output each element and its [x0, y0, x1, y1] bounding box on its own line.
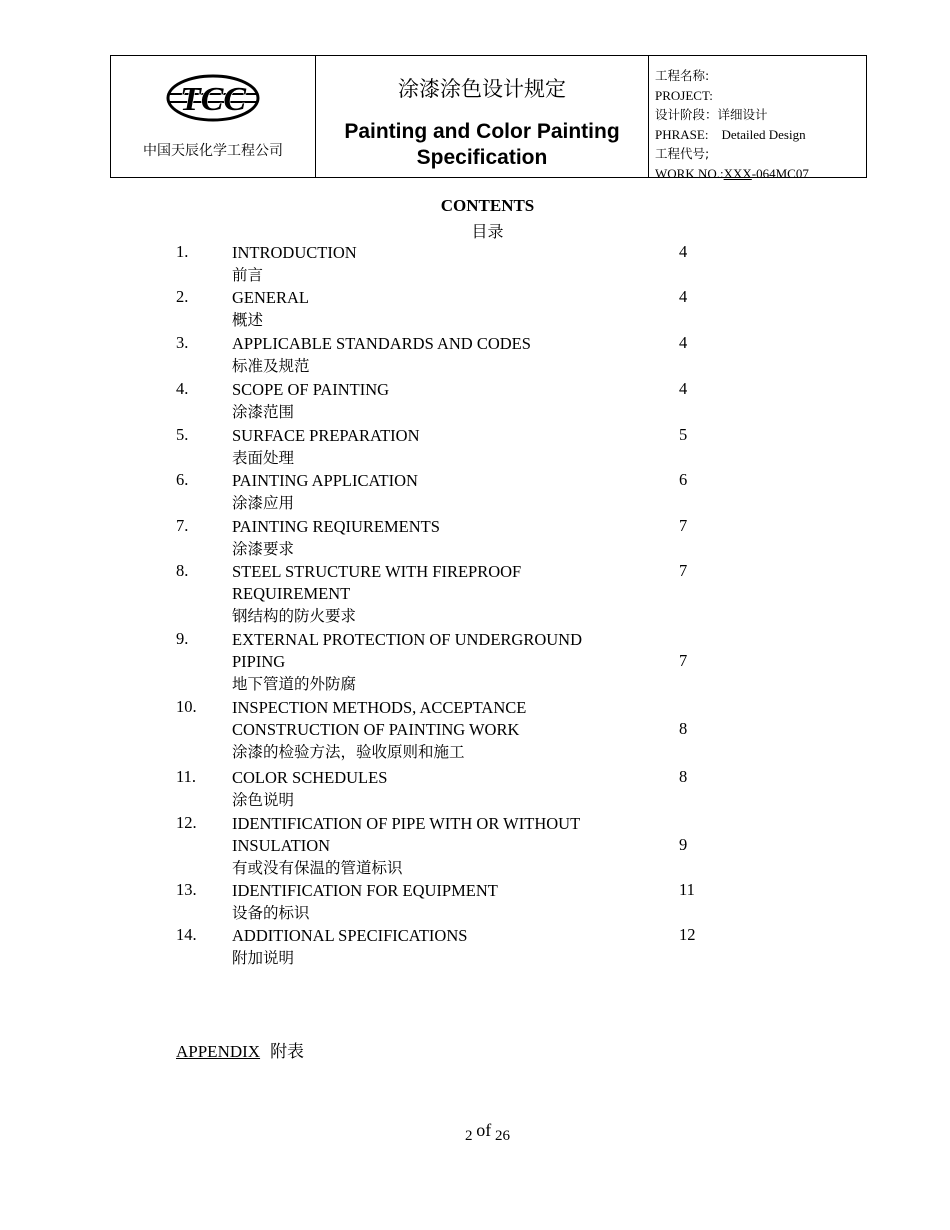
appendix-label-cn: 附表 [270, 1042, 305, 1062]
toc-entry-title-cn: 涂漆的检验方法，验收原则和施工 [232, 743, 465, 761]
project-label: PROJECT: [655, 87, 713, 103]
toc-entry-title-line: INSPECTION METHODS, ACCEPTANCE [232, 698, 527, 717]
toc-entry-page: 6 [679, 470, 688, 489]
appendix [176, 1037, 304, 1062]
toc-entry-title-line: COLOR SCHEDULES [232, 768, 388, 787]
toc-entry-text [232, 287, 652, 332]
toc-entry-title-line: IDENTIFICATION FOR EQUIPMENT [232, 881, 498, 900]
toc-entry-number: 10. [176, 697, 197, 716]
toc-entry-page: 4 [679, 333, 688, 352]
toc-entry-number: 1. [176, 242, 189, 261]
toc-entry-title-line: APPLICABLE STANDARDS AND CODES [232, 334, 531, 353]
company-name: 中国天辰化学工程公司 [143, 143, 283, 159]
toc-entry-title-cn: 标准及规范 [232, 357, 310, 375]
page-total: 26 [495, 1128, 510, 1144]
toc-entry-title-line: SURFACE PREPARATION [232, 426, 420, 445]
toc-entry-text [232, 767, 652, 812]
page-footer [0, 1120, 950, 1145]
toc-entry-page: 7 [679, 651, 688, 670]
workno-suffix: -064MC07 [751, 165, 809, 181]
appendix-label: APPENDIX [176, 1042, 261, 1061]
toc-entry-page: 7 [679, 516, 688, 535]
phase-cn: 设计阶段：详细设计 [655, 107, 768, 122]
toc-entry-title-cn: 涂漆要求 [232, 540, 295, 558]
toc-entry-title-line: STEEL STRUCTURE WITH FIREPROOF [232, 562, 522, 581]
toc-entry-title-cn: 地下管道的外防腐 [232, 675, 357, 693]
toc-entry-number: 3. [176, 333, 189, 352]
toc-entry-number: 12. [176, 813, 197, 832]
toc-entry-page: 8 [679, 767, 688, 786]
toc-entry-title-line: IDENTIFICATION OF PIPE WITH OR WITHOUT [232, 814, 581, 833]
toc-entry-title-cn: 设备的标识 [232, 904, 310, 922]
toc-entry-title-line: ADDITIONAL SPECIFICATIONS [232, 926, 468, 945]
toc-entry-title-line: INTRODUCTION [232, 243, 357, 262]
page-number: 2 [465, 1128, 473, 1144]
toc-entry-title-cn: 涂漆应用 [232, 494, 295, 512]
toc-entry-page: 7 [679, 561, 688, 580]
toc-entry-title-line: GENERAL [232, 288, 309, 307]
contents-title-cn: 目录 [471, 222, 504, 241]
toc-entry-title-line: REQUIREMENT [232, 584, 351, 603]
toc-entry-title-line: PIPING [232, 652, 286, 671]
page-of: of [476, 1120, 492, 1140]
toc-entry-text [232, 813, 652, 880]
toc-entry-page: 11 [679, 880, 695, 899]
title-english-line2: Specification [416, 146, 548, 169]
contents-title: CONTENTS [440, 196, 535, 215]
toc-entry-title-line: PAINTING APPLICATION [232, 471, 418, 490]
toc-entry-title-cn: 钢结构的防火要求 [232, 607, 357, 625]
toc-entry-title-line: CONSTRUCTION OF PAINTING WORK [232, 720, 520, 739]
project-name-cn: 工程名称: [655, 68, 710, 83]
toc-entry-page: 4 [679, 242, 688, 261]
toc-entry-title-cn: 表面处理 [232, 449, 295, 467]
toc-entry-number: 4. [176, 379, 189, 398]
toc-entry-title-line: SCOPE OF PAINTING [232, 380, 390, 399]
toc-entry-text [232, 925, 652, 970]
toc-entry-text [232, 697, 652, 764]
toc-entry-text [232, 425, 652, 470]
toc-entry-title-line: INSULATION [232, 836, 331, 855]
phase-value: Detailed Design [721, 126, 806, 142]
toc-entry-number: 2. [176, 287, 189, 306]
logo-text: TCC [179, 81, 247, 118]
toc-entry-number: 6. [176, 470, 189, 489]
workno-prefix: XXX [723, 165, 752, 181]
toc-entry-title-cn: 涂漆范围 [232, 403, 295, 421]
toc-entry-text [232, 242, 652, 287]
toc-entry-title-cn: 涂色说明 [232, 791, 295, 809]
toc-entry-page: 4 [679, 379, 688, 398]
toc-entry-text [232, 470, 652, 515]
toc-entry-title-cn: 有或没有保温的管道标识 [232, 859, 403, 877]
toc-entry-text [232, 333, 652, 378]
workno-label: WORK NO.: [655, 165, 724, 181]
toc-entry-number: 7. [176, 516, 189, 535]
toc-entry-title-line: PAINTING REQIUREMENTS [232, 517, 440, 536]
toc-entry-number: 14. [176, 925, 197, 944]
toc-entry-text [232, 516, 652, 561]
toc-entry-title-line: EXTERNAL PROTECTION OF UNDERGROUND [232, 630, 583, 649]
toc-entry-text [232, 561, 652, 628]
toc-entry-number: 5. [176, 425, 189, 444]
title-chinese: 涂漆涂色设计规定 [398, 77, 566, 101]
toc-entry-page: 9 [679, 835, 688, 854]
toc-entry-number: 8. [176, 561, 189, 580]
toc-entry-title-cn: 附加说明 [232, 949, 295, 967]
phase-label: PHRASE: [655, 126, 709, 142]
workno-cn: 工程代号; [655, 146, 710, 161]
toc-entry-text [232, 379, 652, 424]
toc-entry-text [232, 629, 652, 696]
toc-entry-page: 4 [679, 287, 688, 306]
title-english-line1: Painting and Color Painting [344, 120, 620, 143]
toc-entry-page: 12 [679, 925, 696, 944]
toc-entry-title-cn: 概述 [232, 311, 264, 329]
toc-entry-page: 5 [679, 425, 688, 444]
toc-entry-number: 13. [176, 880, 197, 899]
toc-entry-title-cn: 前言 [232, 266, 264, 284]
toc-entry-number: 11. [176, 767, 197, 786]
toc-entry-text [232, 880, 652, 925]
toc-entry-page: 8 [679, 719, 688, 738]
toc-entry-number: 9. [176, 629, 189, 648]
